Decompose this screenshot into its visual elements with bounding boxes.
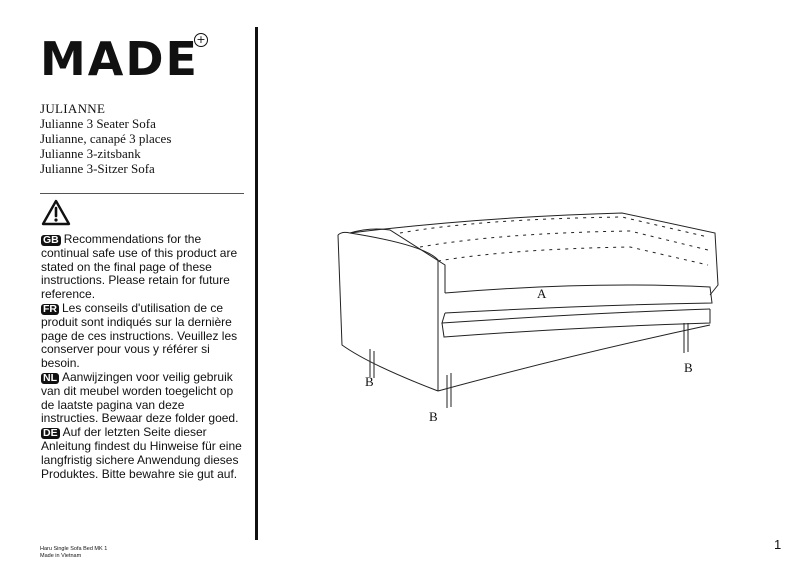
label-leg-left: B	[365, 374, 374, 389]
registered-mark-icon: +	[194, 33, 208, 47]
instruction-de	[41, 426, 245, 481]
section-divider	[40, 193, 244, 194]
footer-origin: Made in Vietnam	[40, 553, 82, 559]
instruction-fr-text: Les conseils d'utilisation de ce produit sont indiqués sur la dernière page de ces instructions. Veuillez les conserver pour vous y référer si besoin.	[41, 300, 238, 371]
product-subtitle-en: Julianne 3 Seater Sofa	[40, 116, 156, 131]
product-titles	[40, 101, 171, 176]
instruction-gb-text: Recommendations for the continual safe use of this product are stated on the final page of these instructions. Please retain for future reference.	[41, 232, 238, 302]
sofa-diagram	[330, 205, 730, 420]
product-subtitle-nl: Julianne 3-zitsbank	[40, 146, 141, 161]
label-leg-front: B	[429, 409, 438, 424]
brand-logo: MADE	[40, 32, 199, 86]
product-subtitle-fr: Julianne, canapé 3 places	[40, 131, 172, 146]
product-subtitle-de: Julianne 3-Sitzer Sofa	[40, 161, 155, 176]
label-leg-right: B	[684, 360, 693, 375]
flag-gb-badge: GB	[43, 234, 59, 246]
instruction-nl-text: Aanwijzingen voor veilig gebruik van dit meubel worden toegelicht op de laatste pagina van deze instructies. Bewaar deze folder goed.	[41, 369, 239, 426]
safety-instructions	[41, 233, 245, 481]
instruction-nl	[41, 371, 245, 426]
footer-product-code: Haru Single Sofa Bed MK 1	[40, 546, 108, 552]
flag-de-badge: DE	[43, 427, 58, 440]
instruction-de-text: Auf der letzten Seite dieser Anleitung findest du Hinweise für eine langfristig sichere Anwendung dieses Produktes. Bitte bewahre sie gut auf.	[41, 425, 242, 481]
instruction-gb	[41, 233, 245, 302]
footer-info	[40, 546, 107, 560]
instruction-fr	[41, 302, 245, 371]
product-title: JULIANNE	[40, 101, 106, 116]
flag-nl-badge: NL	[43, 371, 57, 384]
flag-fr-badge: FR	[43, 302, 57, 315]
warning-triangle-icon	[41, 199, 71, 226]
column-divider	[255, 27, 258, 540]
label-seat: A	[537, 286, 547, 301]
page-number: 1	[774, 537, 782, 552]
